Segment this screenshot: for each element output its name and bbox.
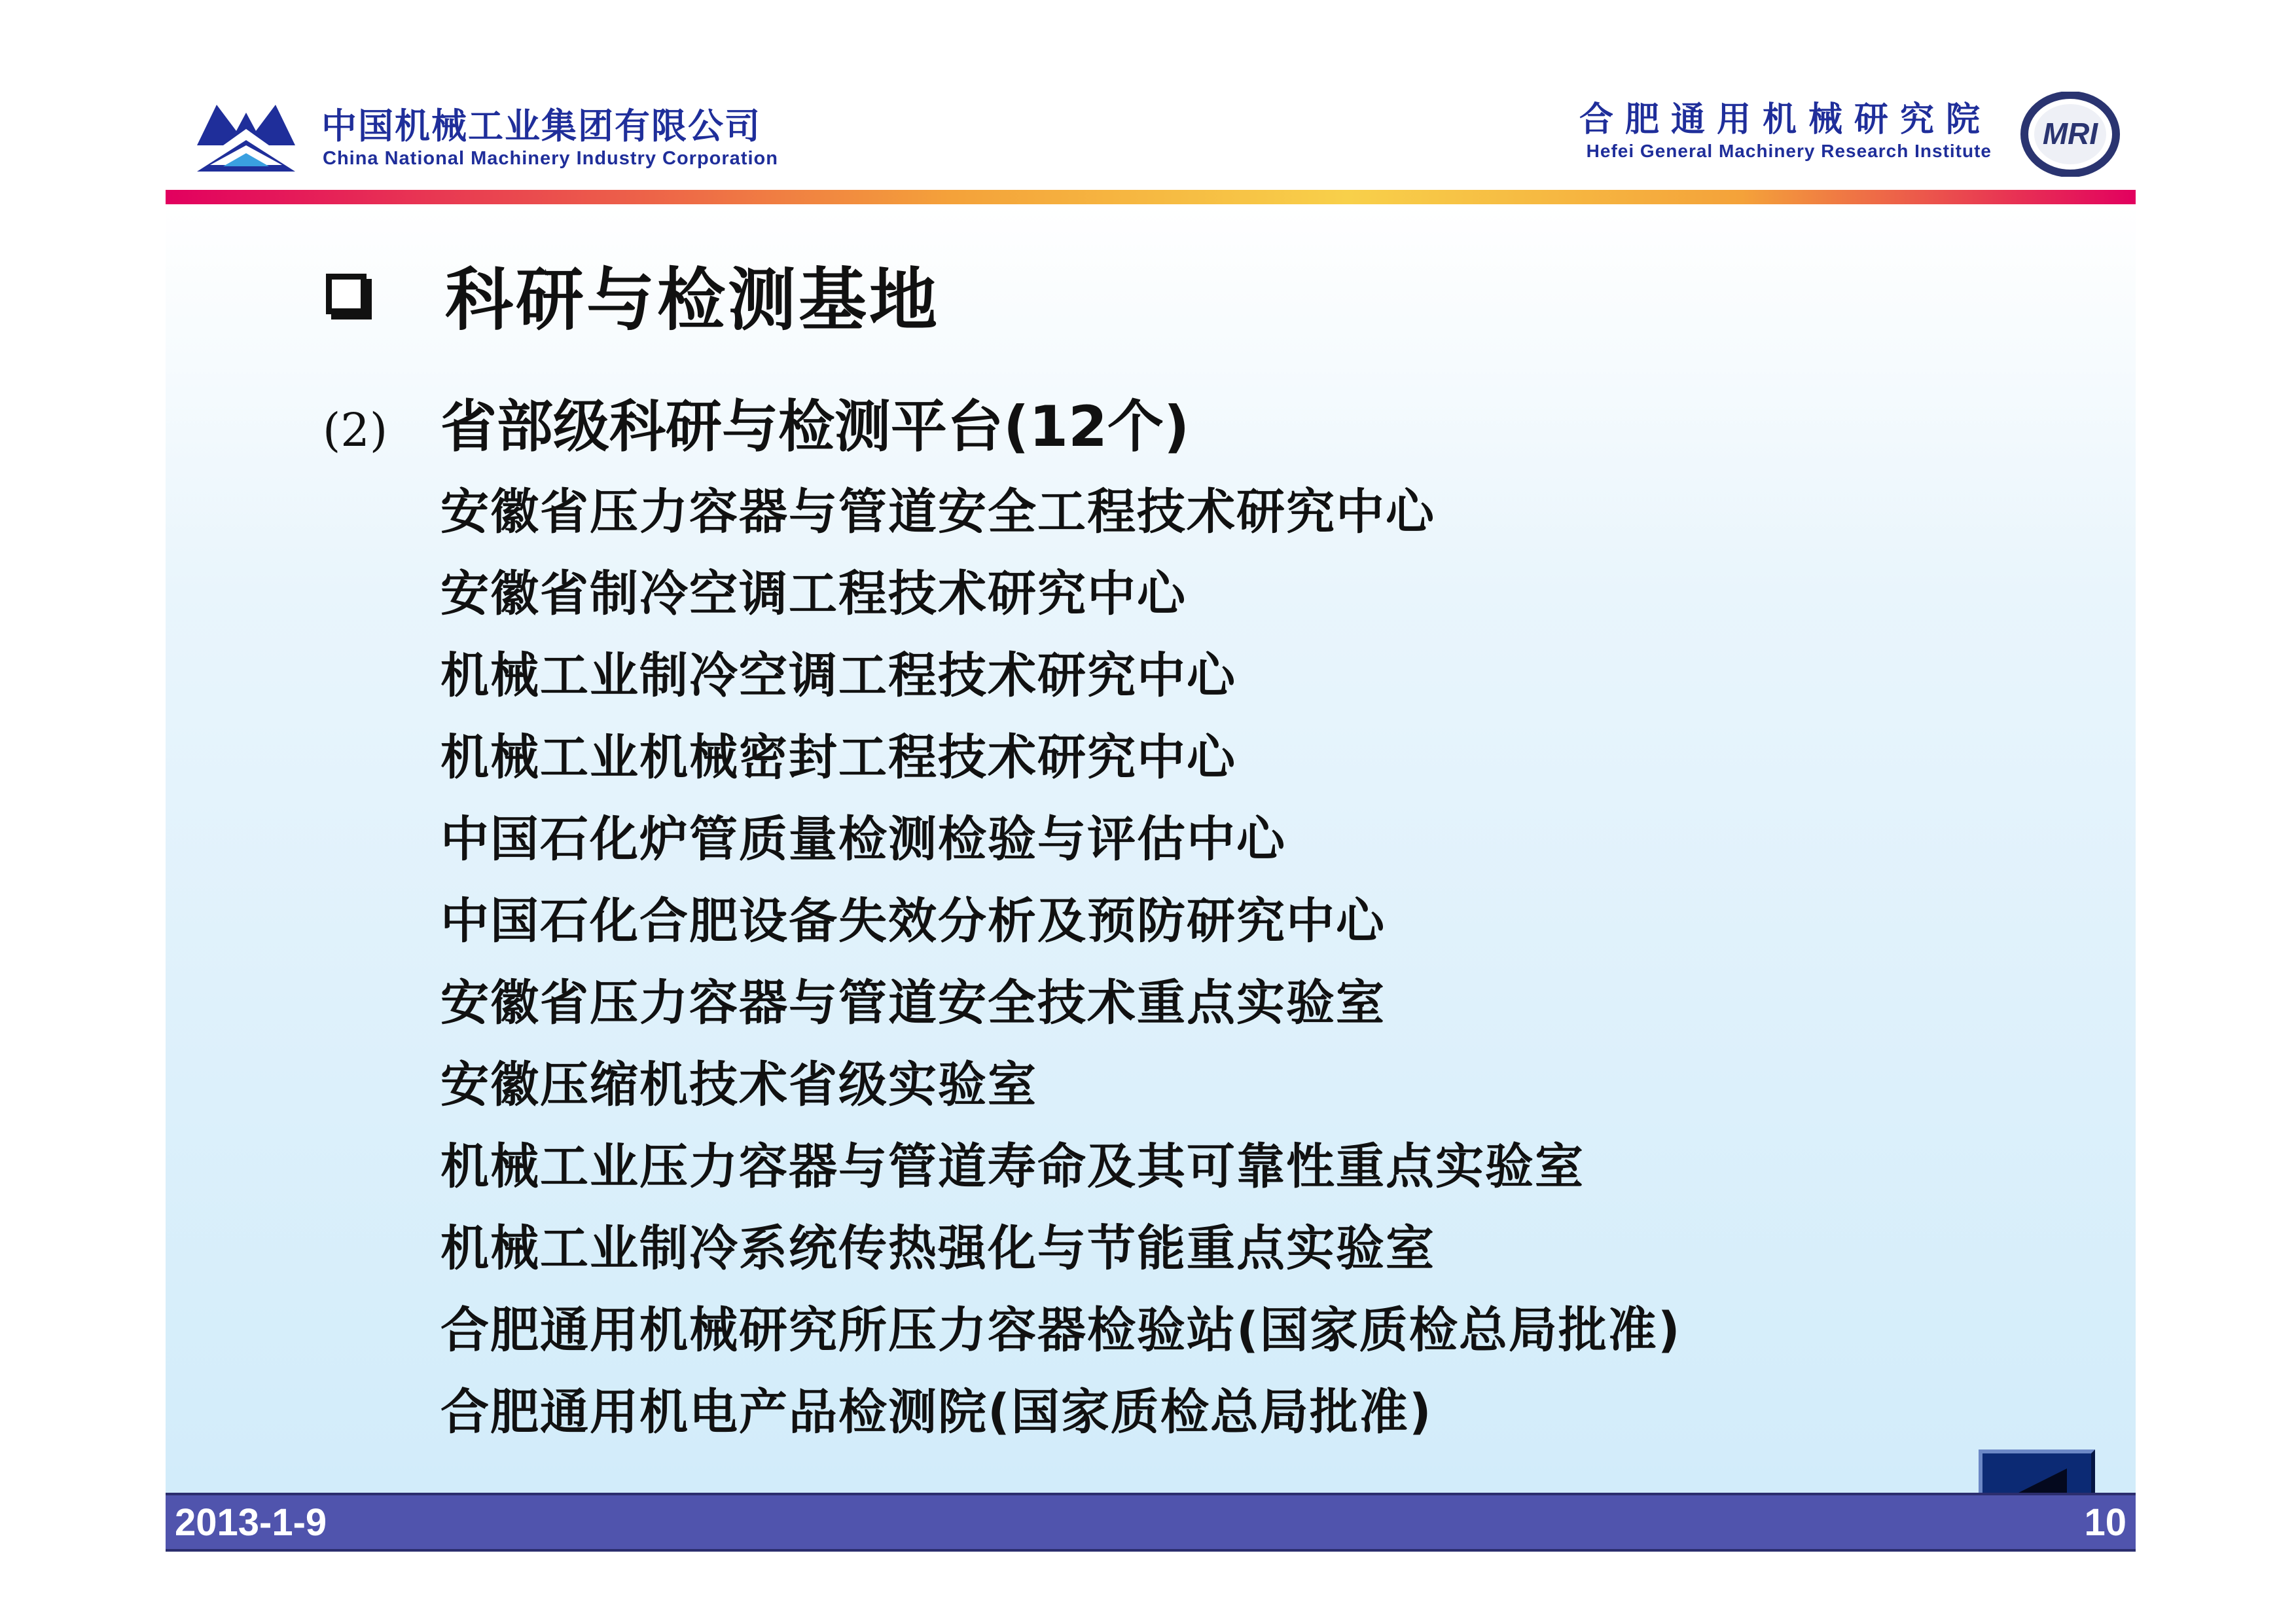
cmi-name-en: China National Machinery Industry Corporation [323, 148, 778, 169]
cmi-logo [197, 100, 295, 172]
subsection-heading [323, 381, 1189, 462]
list-item: 安徽省压力容器与管道安全技术重点实验室 [440, 975, 1386, 1031]
cmi-name-cn: 中国机械工业集团有限公司 [321, 105, 761, 147]
header-right [1481, 85, 2136, 183]
list-item: 机械工业压力容器与管道寿命及其可靠性重点实验室 [440, 1139, 1585, 1195]
hgmri-name-en: Hefei General Machinery Research Institute [1586, 141, 1992, 161]
list-item: 安徽省压力容器与管道安全工程技术研究中心 [440, 484, 1435, 540]
list-item: 安徽省制冷空调工程技术研究中心 [440, 566, 1187, 622]
header-divider [166, 190, 2136, 204]
list-item: 机械工业机械密封工程技术研究中心 [440, 729, 1236, 786]
checkbox-icon [326, 274, 367, 314]
content-panel [166, 204, 2136, 1493]
mri-logo-text: MRI [2042, 117, 2098, 151]
hgmri-name-cn: 合肥通用机械研究院 [1579, 100, 1992, 139]
mri-logo [2018, 92, 2123, 177]
list-item: 机械工业制冷系统传热强化与节能重点实验室 [440, 1220, 1435, 1277]
list-item: 合肥通用机电产品检测院(国家质检总局批准) [440, 1384, 1433, 1440]
slide [166, 85, 2136, 1558]
list-item: 合肥通用机械研究所压力容器检验站(国家质检总局批准) [440, 1302, 1681, 1359]
section-title-text: 科研与检测基地 [445, 260, 941, 340]
footer-bar [166, 1493, 2136, 1552]
footer-date: 2013-1-9 [175, 1501, 327, 1544]
subsection-title: 省部级科研与检测平台(12个) [440, 394, 1190, 460]
page-number: 10 [2084, 1501, 2126, 1544]
platform-list [440, 471, 1681, 1453]
list-item: 中国石化炉管质量检测检验与评估中心 [440, 811, 1286, 867]
subsection-number: (2) [323, 403, 388, 457]
list-item: 机械工业制冷空调工程技术研究中心 [440, 647, 1236, 704]
section-title [326, 245, 940, 343]
header-left [166, 85, 951, 183]
list-item: 安徽压缩机技术省级实验室 [440, 1057, 1037, 1113]
list-item: 中国石化合肥设备失效分析及预防研究中心 [440, 893, 1386, 949]
